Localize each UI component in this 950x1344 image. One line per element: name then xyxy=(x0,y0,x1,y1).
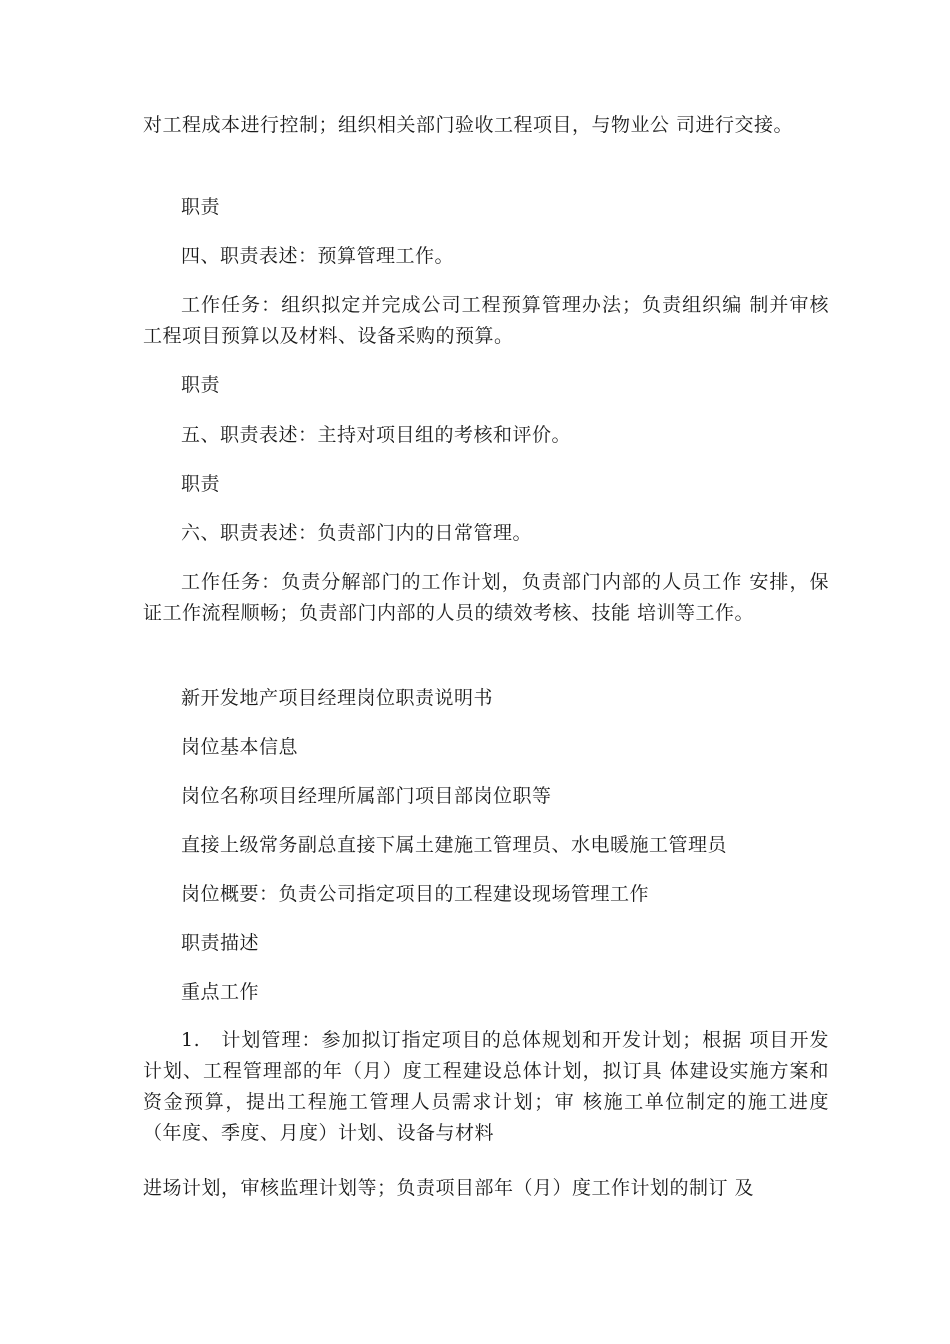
section-key-work: 重点工作 xyxy=(181,981,260,1003)
paragraph-continuation: 进场计划，审核监理计划等；负责项目部年（月）度工作计划的制订 及 xyxy=(143,1177,755,1199)
reporting-line-row: 直接上级常务副总直接下属土建施工管理员、水电暖施工管理员 xyxy=(181,834,728,856)
task-paragraph-management: 工作任务：负责分解部门的工作计划，负责部门内部的人员工作 安排，保证工作流程顺畅；负责部门内部的人员的绩效考核、技能 培训等工作。 xyxy=(143,571,829,624)
task-paragraph-budget: 工作任务：组织拟定并完成公司工程预算管理办法；负责组织编 制并审核工程项目预算以及材料、设备采购的预算。 xyxy=(143,294,829,347)
duty-statement-4: 四、职责表述：预算管理工作。 xyxy=(181,245,455,267)
position-info-row: 岗位名称项目经理所属部门项目部岗位职等 xyxy=(181,785,552,807)
position-summary: 岗位概要：负责公司指定项目的工程建设现场管理工作 xyxy=(181,883,650,905)
section-duty-description: 职责描述 xyxy=(181,932,260,954)
heading-duty-label: 职责 xyxy=(181,196,221,218)
paragraph-cost-control: 对工程成本进行控制；组织相关部门验收工程项目，与物业公 司进行交接。 xyxy=(143,114,794,136)
document-title: 新开发地产项目经理岗位职责说明书 xyxy=(181,687,494,709)
heading-duty-label: 职责 xyxy=(181,473,221,495)
heading-duty-label: 职责 xyxy=(181,374,221,396)
section-basic-info: 岗位基本信息 xyxy=(181,736,299,758)
list-item-plan-management: 1. 计划管理：参加拟订指定项目的总体规划和开发计划；根据 项目开发计划、工程管理部的年（月）度工程建设总体计划，拟订具 体建设实施方案和资金预算，提出工程施工管理人员需求计划；审 核施工单位制定的施工进度（年度、季度、月度）计划、设备与材料 xyxy=(143,1029,829,1144)
duty-statement-5: 五、职责表述：主持对项目组的考核和评价。 xyxy=(181,424,572,446)
duty-statement-6: 六、职责表述：负责部门内的日常管理。 xyxy=(181,522,533,544)
